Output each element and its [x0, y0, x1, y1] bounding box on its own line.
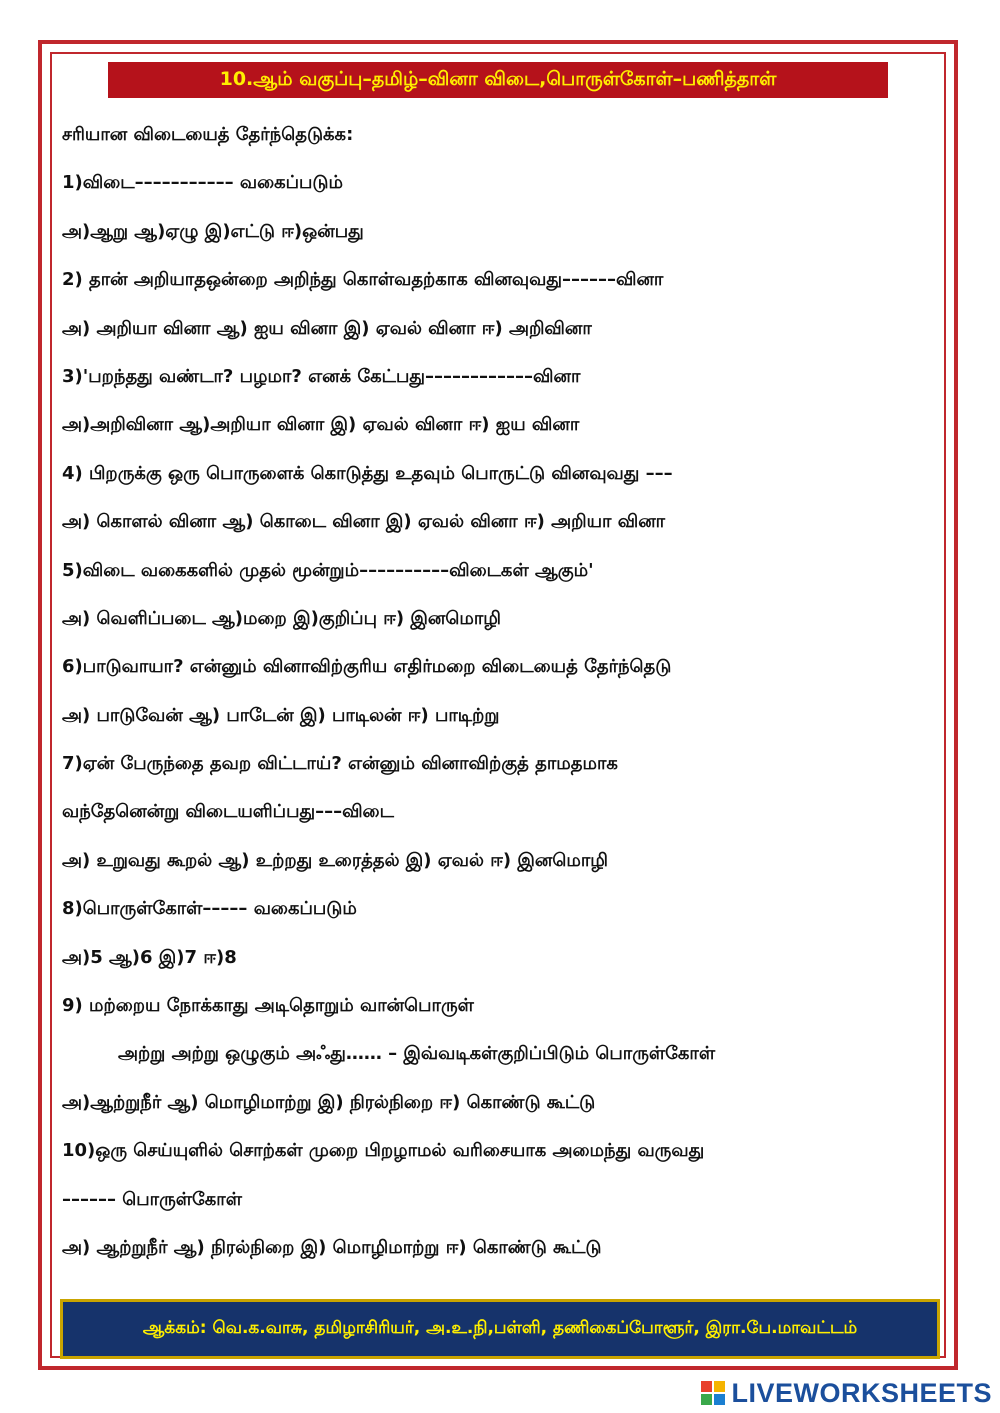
- question-10: 10)ஒரு செய்யுளில் சொற்கள் முறை பிறழாமல் வரிசையாக அமைந்து வருவது: [62, 1140, 705, 1162]
- question-3: 3)'பறந்தது வண்டா? பழமா? எனக் கேட்பது––––––––––––வினா: [62, 365, 581, 387]
- worksheet-title: 10.ஆம் வகுப்பு–தமிழ்–வினா விடை,பொருள்கோள்–பணித்தாள்: [108, 62, 888, 98]
- question-8: 8)பொருள்கோள்––––– வகைப்படும்: [62, 898, 357, 920]
- options-2: அ) அறியா வினா ஆ) ஐய வினா இ) ஏவல் வினா ஈ) அறிவினா: [62, 317, 592, 339]
- question-2: 2) தான் அறியாதஒன்றை அறிந்து கொள்வதற்காக வினவுவது––––––வினா: [62, 269, 664, 291]
- liveworksheets-logo-icon: [701, 1381, 725, 1405]
- question-9-continued: அற்று அற்று ஒழுகும் அஃது…… – இவ்வடிகள்குறிப்பிடும் பொருள்கோள்: [118, 1043, 716, 1065]
- question-6: 6)பாடுவாயா? என்னும் வினாவிற்குரிய எதிர்மறை விடையைத் தேர்ந்தெடு: [62, 656, 672, 678]
- question-9: 9) மற்றைய நோக்காது அடிதொறும் வான்பொருள்: [62, 995, 474, 1017]
- brand-name: LIVEWORKSHEETS: [731, 1377, 992, 1408]
- options-7: அ) உறுவது கூறல் ஆ) உற்றது உரைத்தல் இ) ஏவல் ஈ) இனமொழி: [62, 849, 608, 871]
- options-9: அ)ஆற்றுநீர் ஆ) மொழிமாற்று இ) நிரல்நிறை ஈ) கொண்டு கூட்டு: [62, 1091, 596, 1113]
- logo-square: [701, 1381, 712, 1392]
- options-10: அ) ஆற்றுநீர் ஆ) நிரல்நிறை இ) மொழிமாற்று ஈ) கொண்டு கூட்டு: [62, 1236, 602, 1258]
- logo-square: [701, 1394, 712, 1405]
- question-5: 5)விடை வகைகளில் முதல் மூன்றும்––––––––––விடைகள் ஆகும்': [62, 559, 594, 581]
- question-7-continued: வந்தேனென்று விடையளிப்பது–––விடை: [62, 801, 394, 823]
- question-4: 4) பிறருக்கு ஒரு பொருளைக் கொடுத்து உதவும் பொருட்டு வினவுவது –––: [62, 462, 673, 484]
- options-8: அ)5 ஆ)6 இ)7 ஈ)8: [62, 946, 237, 968]
- liveworksheets-brand[interactable]: [701, 1376, 992, 1410]
- question-10-continued: –––––– பொருள்கோள்: [62, 1188, 242, 1210]
- options-4: அ) கொளல் வினா ஆ) கொடை வினா இ) ஏவல் வினா ஈ) அறியா வினா: [62, 511, 666, 533]
- logo-square: [714, 1381, 725, 1392]
- question-list: [62, 118, 942, 1279]
- logo-square: [714, 1394, 725, 1405]
- instruction: சரியான விடையைத் தேர்ந்தெடுக்க:: [62, 124, 354, 145]
- question-7: 7)ஏன் பேருந்தை தவற விட்டாய்? என்னும் வினாவிற்குத் தாமதமாக: [62, 753, 618, 775]
- options-1: அ)ஆறு ஆ)ஏழு இ)எட்டு ஈ)ஒன்பது: [62, 220, 364, 242]
- options-5: அ) வெளிப்படை ஆ)மறை இ)குறிப்பு ஈ) இனமொழி: [62, 607, 502, 629]
- options-3: அ)அறிவினா ஆ)அறியா வினா இ) ஏவல் வினா ஈ) ஐய வினா: [62, 414, 580, 436]
- author-credit: ஆக்கம்: வெ.க.வாசு, தமிழாசிரியர், அ.உ.நி,பள்ளி, தணிகைப்போளூர், இரா.பே.மாவட்டம்: [60, 1299, 940, 1359]
- question-1: 1)விடை––––––––––– வகைப்படும்: [62, 172, 343, 194]
- options-6: அ) பாடுவேன் ஆ) பாடேன் இ) பாடிலன் ஈ) பாடிற்று: [62, 704, 500, 726]
